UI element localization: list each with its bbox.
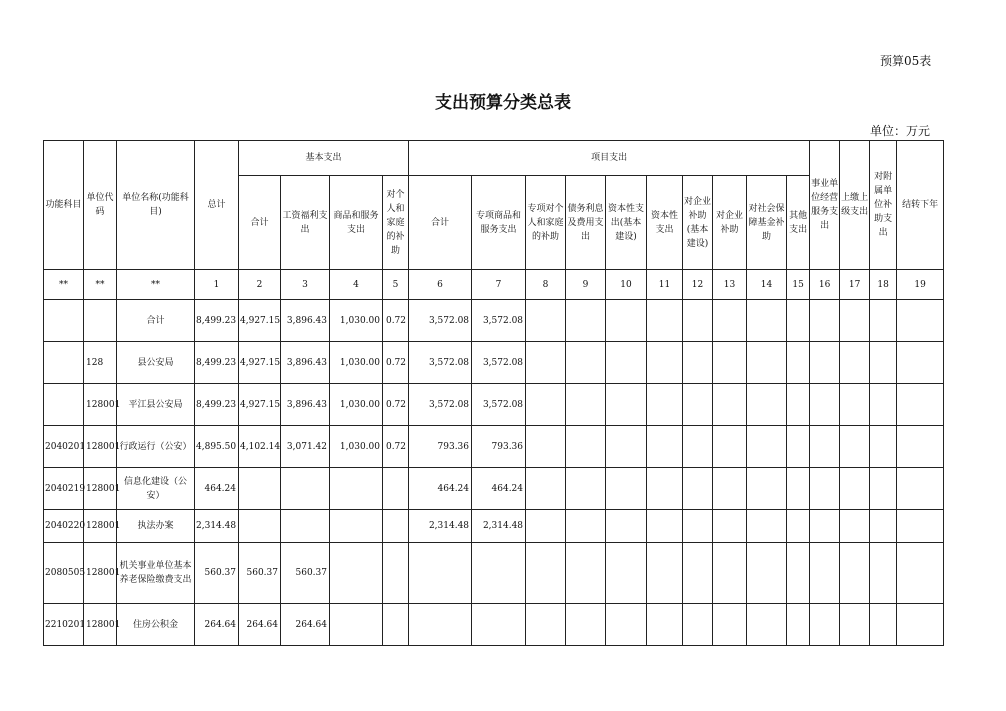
index-cell: 12 (683, 270, 713, 300)
func-code-cell: 2040220 (44, 510, 84, 543)
empty-cell (647, 426, 683, 468)
empty-cell (747, 604, 787, 646)
goods-cell (330, 604, 383, 646)
index-cell: 15 (787, 270, 810, 300)
empty-cell (787, 543, 810, 604)
wage-cell: 3,896.43 (281, 300, 330, 342)
empty-cell (897, 342, 944, 384)
index-cell: 7 (472, 270, 526, 300)
header-proj-subtotal: 合计 (409, 176, 472, 270)
empty-cell (810, 543, 840, 604)
index-cell: 18 (870, 270, 897, 300)
empty-cell (683, 342, 713, 384)
empty-cell (647, 604, 683, 646)
proj-goods-cell: 464.24 (472, 468, 526, 510)
goods-cell: 1,030.00 (330, 384, 383, 426)
unit-code-cell (84, 300, 117, 342)
empty-cell (787, 510, 810, 543)
unit-code-cell: 128001 (84, 510, 117, 543)
basic-subtotal-cell: 264.64 (239, 604, 281, 646)
goods-cell (330, 510, 383, 543)
personal-cell: 0.72 (383, 342, 409, 384)
page-title: 支出预算分类总表 (435, 93, 571, 113)
empty-cell (810, 604, 840, 646)
proj-subtotal-cell: 464.24 (409, 468, 472, 510)
table-row (44, 384, 944, 426)
empty-cell (647, 384, 683, 426)
index-cell: 10 (606, 270, 647, 300)
func-code-cell (44, 342, 84, 384)
table-row (44, 300, 944, 342)
empty-cell (810, 342, 840, 384)
table-row (44, 426, 944, 468)
empty-cell (526, 426, 566, 468)
index-cell: 2 (239, 270, 281, 300)
empty-cell (870, 426, 897, 468)
empty-cell (747, 384, 787, 426)
personal-cell (383, 510, 409, 543)
empty-cell (747, 300, 787, 342)
empty-cell (647, 468, 683, 510)
proj-subtotal-cell: 3,572.08 (409, 342, 472, 384)
total-cell: 8,499.23 (195, 342, 239, 384)
empty-cell (566, 300, 606, 342)
header-goods: 商品和服务支出 (330, 176, 383, 270)
empty-cell (870, 604, 897, 646)
total-cell: 8,499.23 (195, 384, 239, 426)
empty-cell (713, 543, 747, 604)
personal-cell (383, 468, 409, 510)
goods-cell: 1,030.00 (330, 300, 383, 342)
wage-cell (281, 510, 330, 543)
empty-cell (787, 384, 810, 426)
goods-cell: 1,030.00 (330, 426, 383, 468)
table-row (44, 468, 944, 510)
personal-cell (383, 604, 409, 646)
empty-cell (713, 384, 747, 426)
empty-cell (810, 468, 840, 510)
empty-cell (683, 384, 713, 426)
index-cell: ** (44, 270, 84, 300)
header-turn-over: 上缴上级支出 (840, 141, 870, 270)
total-cell: 264.64 (195, 604, 239, 646)
empty-cell (526, 604, 566, 646)
unit-name-cell: 合计 (117, 300, 195, 342)
empty-cell (683, 468, 713, 510)
empty-cell (840, 342, 870, 384)
empty-cell (713, 510, 747, 543)
proj-subtotal-cell: 793.36 (409, 426, 472, 468)
index-cell: 14 (747, 270, 787, 300)
wage-cell: 3,071.42 (281, 426, 330, 468)
index-cell: 13 (713, 270, 747, 300)
empty-cell (526, 384, 566, 426)
unit-code-cell: 128001 (84, 426, 117, 468)
unit-name-cell: 平江县公安局 (117, 384, 195, 426)
empty-cell (840, 604, 870, 646)
total-cell: 8,499.23 (195, 300, 239, 342)
func-code-cell (44, 384, 84, 426)
empty-cell (747, 426, 787, 468)
personal-cell: 0.72 (383, 426, 409, 468)
empty-cell (747, 468, 787, 510)
empty-cell (810, 426, 840, 468)
index-cell: 9 (566, 270, 606, 300)
index-cell: 19 (897, 270, 944, 300)
func-code-cell (44, 300, 84, 342)
wage-cell: 3,896.43 (281, 342, 330, 384)
basic-subtotal-cell: 560.37 (239, 543, 281, 604)
empty-cell (606, 342, 647, 384)
empty-cell (810, 384, 840, 426)
empty-cell (810, 300, 840, 342)
table-row (44, 604, 944, 646)
proj-subtotal-cell: 2,314.48 (409, 510, 472, 543)
empty-cell (870, 300, 897, 342)
basic-subtotal-cell: 4,927.15 (239, 342, 281, 384)
unit-name-cell: 县公安局 (117, 342, 195, 384)
index-cell: 8 (526, 270, 566, 300)
empty-cell (606, 300, 647, 342)
empty-cell (683, 510, 713, 543)
empty-cell (747, 510, 787, 543)
empty-cell (566, 510, 606, 543)
unit-code-cell: 128001 (84, 468, 117, 510)
unit-code-cell: 128001 (84, 604, 117, 646)
empty-cell (606, 468, 647, 510)
empty-cell (683, 300, 713, 342)
empty-cell (810, 510, 840, 543)
basic-subtotal-cell (239, 510, 281, 543)
table-row (44, 510, 944, 543)
proj-subtotal-cell (409, 604, 472, 646)
total-cell: 464.24 (195, 468, 239, 510)
header-total: 总计 (195, 141, 239, 270)
wage-cell (281, 468, 330, 510)
empty-cell (897, 300, 944, 342)
unit-code-cell: 128001 (84, 543, 117, 604)
empty-cell (606, 543, 647, 604)
table-row (44, 543, 944, 604)
empty-cell (683, 604, 713, 646)
basic-subtotal-cell (239, 468, 281, 510)
func-code-cell: 2040219 (44, 468, 84, 510)
empty-cell (840, 384, 870, 426)
empty-cell (840, 510, 870, 543)
total-cell: 560.37 (195, 543, 239, 604)
proj-goods-cell (472, 604, 526, 646)
wage-cell: 560.37 (281, 543, 330, 604)
header-proj-goods: 专项商品和服务支出 (472, 176, 526, 270)
empty-cell (747, 543, 787, 604)
unit-code-cell: 128001 (84, 384, 117, 426)
goods-cell (330, 543, 383, 604)
index-cell: ** (84, 270, 117, 300)
empty-cell (647, 342, 683, 384)
empty-cell (787, 342, 810, 384)
empty-cell (713, 342, 747, 384)
form-number: 预算05表 (880, 54, 932, 68)
header-project-group: 项目支出 (409, 141, 810, 176)
proj-goods-cell: 3,572.08 (472, 384, 526, 426)
header-carry-over: 结转下年 (897, 141, 944, 270)
empty-cell (870, 384, 897, 426)
index-cell: ** (117, 270, 195, 300)
empty-cell (647, 543, 683, 604)
proj-subtotal-cell (409, 543, 472, 604)
proj-goods-cell: 2,314.48 (472, 510, 526, 543)
empty-cell (526, 510, 566, 543)
header-proj-personal: 专项对个人和家庭的补助 (526, 176, 566, 270)
empty-cell (683, 543, 713, 604)
header-other: 其他支出 (787, 176, 810, 270)
func-code-cell: 2040201 (44, 426, 84, 468)
header-ent-subsidy: 对企业补助 (713, 176, 747, 270)
proj-goods-cell: 3,572.08 (472, 342, 526, 384)
empty-cell (870, 510, 897, 543)
header-capital-basic: 资本性支出(基本建设) (606, 176, 647, 270)
index-cell: 1 (195, 270, 239, 300)
empty-cell (526, 468, 566, 510)
basic-subtotal-cell: 4,927.15 (239, 384, 281, 426)
empty-cell (713, 426, 747, 468)
unit-name-cell: 行政运行（公安） (117, 426, 195, 468)
empty-cell (566, 604, 606, 646)
header-basic-subtotal: 合计 (239, 176, 281, 270)
unit-label: 单位：万元 (870, 124, 931, 138)
index-cell: 17 (840, 270, 870, 300)
personal-cell: 0.72 (383, 384, 409, 426)
basic-subtotal-cell: 4,927.15 (239, 300, 281, 342)
unit-name-cell: 执法办案 (117, 510, 195, 543)
func-code-cell: 2210201 (44, 604, 84, 646)
proj-goods-cell: 3,572.08 (472, 300, 526, 342)
empty-cell (526, 543, 566, 604)
header-unit-code: 单位代码 (84, 141, 117, 270)
header-debt: 债务利息及费用支出 (566, 176, 606, 270)
func-code-cell: 2080505 (44, 543, 84, 604)
header-capital: 资本性支出 (647, 176, 683, 270)
empty-cell (566, 468, 606, 510)
empty-cell (897, 468, 944, 510)
wage-cell: 264.64 (281, 604, 330, 646)
empty-cell (606, 384, 647, 426)
empty-cell (840, 543, 870, 604)
unit-code-cell: 128 (84, 342, 117, 384)
wage-cell: 3,896.43 (281, 384, 330, 426)
empty-cell (713, 300, 747, 342)
empty-cell (870, 468, 897, 510)
index-cell: 16 (810, 270, 840, 300)
unit-name-cell: 信息化建设（公安） (117, 468, 195, 510)
personal-cell: 0.72 (383, 300, 409, 342)
index-cell: 4 (330, 270, 383, 300)
header-unit-name: 单位名称(功能科目) (117, 141, 195, 270)
proj-subtotal-cell: 3,572.08 (409, 384, 472, 426)
empty-cell (840, 426, 870, 468)
index-row (44, 270, 944, 300)
table-row (44, 342, 944, 384)
empty-cell (566, 384, 606, 426)
empty-cell (713, 468, 747, 510)
proj-goods-cell (472, 543, 526, 604)
index-cell: 6 (409, 270, 472, 300)
goods-cell (330, 468, 383, 510)
header-business: 事业单位经营服务支出 (810, 141, 840, 270)
header-basic-group: 基本支出 (239, 141, 409, 176)
empty-cell (606, 604, 647, 646)
empty-cell (683, 426, 713, 468)
empty-cell (840, 300, 870, 342)
empty-cell (897, 604, 944, 646)
header-personal: 对个人和家庭的补助 (383, 176, 409, 270)
empty-cell (870, 543, 897, 604)
empty-cell (747, 342, 787, 384)
total-cell: 4,895.50 (195, 426, 239, 468)
empty-cell (897, 510, 944, 543)
unit-name-cell: 住房公积金 (117, 604, 195, 646)
empty-cell (840, 468, 870, 510)
proj-subtotal-cell: 3,572.08 (409, 300, 472, 342)
empty-cell (787, 604, 810, 646)
empty-cell (713, 604, 747, 646)
proj-goods-cell: 793.36 (472, 426, 526, 468)
empty-cell (870, 342, 897, 384)
goods-cell: 1,030.00 (330, 342, 383, 384)
empty-cell (526, 342, 566, 384)
empty-cell (787, 426, 810, 468)
total-cell: 2,314.48 (195, 510, 239, 543)
header-ent-subsidy-basic: 对企业补助(基本建设) (683, 176, 713, 270)
empty-cell (566, 426, 606, 468)
personal-cell (383, 543, 409, 604)
empty-cell (897, 426, 944, 468)
empty-cell (647, 510, 683, 543)
empty-cell (787, 300, 810, 342)
empty-cell (897, 543, 944, 604)
empty-cell (526, 300, 566, 342)
budget-table (43, 140, 944, 646)
empty-cell (606, 426, 647, 468)
empty-cell (647, 300, 683, 342)
index-cell: 11 (647, 270, 683, 300)
basic-subtotal-cell: 4,102.14 (239, 426, 281, 468)
header-social-security: 对社会保障基金补助 (747, 176, 787, 270)
index-cell: 5 (383, 270, 409, 300)
unit-name-cell: 机关事业单位基本养老保险缴费支出 (117, 543, 195, 604)
empty-cell (606, 510, 647, 543)
header-affiliated: 对附属单位补助支出 (870, 141, 897, 270)
empty-cell (897, 384, 944, 426)
index-cell: 3 (281, 270, 330, 300)
header-wage: 工资福利支出 (281, 176, 330, 270)
empty-cell (566, 543, 606, 604)
empty-cell (566, 342, 606, 384)
empty-cell (787, 468, 810, 510)
header-func-code: 功能科目 (44, 141, 84, 270)
